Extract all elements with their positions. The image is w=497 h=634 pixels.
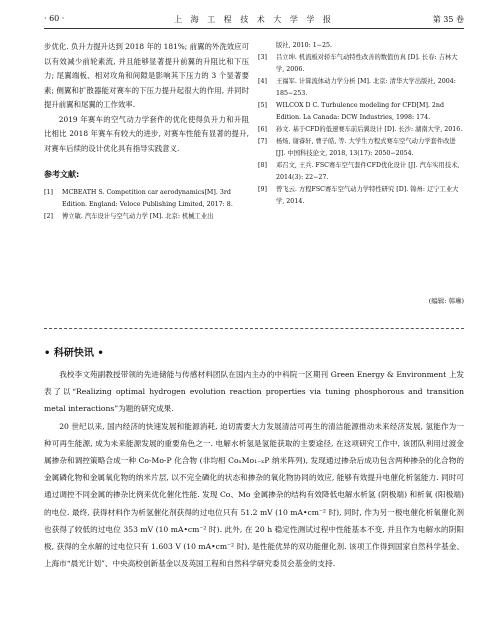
reference-item bbox=[258, 52, 464, 76]
reference-number: [3] bbox=[258, 54, 267, 61]
body-paragraph: 2019 年赛车的空气动力学套件的优化使得负升力和升阻比相比 2018 年赛车有较大的进步, 对赛车性能有显著的提升, 对赛车后续的设计优化具有指导实践意义. bbox=[44, 114, 249, 153]
reference-number: [5] bbox=[258, 102, 267, 109]
reference-text: 吕立坤. 机流板对轿车气动特性改善的数值仿真 [D]. 长春: 吉林大学, 2006. bbox=[276, 54, 458, 73]
page-number: · 60 · bbox=[44, 14, 65, 23]
reference-text: 傅立敏. 汽车设计与空气动力学 [M]. 北京: 机械工业出 bbox=[62, 212, 214, 220]
reference-item bbox=[44, 187, 249, 211]
news-paragraph: 20 世纪以来, 国内经济的快速发展和能源消耗, 迫切需要大力发展清洁可再生的清洁能源推动未来经济发展, 氢能作为一种可再生能源, 成为未来能源发展的重要角色之一. 电解水析氢是氢能获取的主要途径, 在这项研究工作中, 该团队利用过渡金属掺杂和调控策略合成一种 Co-Mo-P 化合物 (非均相 CoₓMo₁₋ₓP 纳米阵列), 发现通过掺杂后成功包含两种掺杂的化合物的金属磷化物和金属氧化物的纳米片层, 以不完全磷化的状态和掺杂的氧化物协同的效应, 能够有效提升电催化析氢能力. 同时可通过调控不同金属的掺杂比例来优化催化性能. 发现 Co、Mo 金属掺杂的结构有效降低电解水析氢 (阴极端) 和析氧 (阳极端) 的电位. 最终, 获得材料作为析氢催化剂获得的过电位只有 51.2 mV (10 mA•cm⁻² 时), 同时, 作为另一极电催化析氧催化剂也获得了较低的过电位 353 mV (10 mA•cm⁻² 时). 此外, 在 20 h 稳定性测试过程中性能基本不变, 并且作为电解水的阴阳极, 获得的全水解的过电位只有 1.603 V (10 mA•cm⁻² 时), 是性能优异的双功能催化剂. 该项工作得到国家自然科学基金、上海市“晨光计划”、中央高校创新基金以及英国工程和自然科学研究委员会基金的支持. bbox=[44, 421, 464, 569]
reference-number: [1] bbox=[44, 188, 53, 196]
reference-item bbox=[258, 76, 464, 100]
reference-text: WILCOX D C. Turbulence modeling for CFD[M]. 2nd Edition. La Canada: DCW Industries, 1998: 174. bbox=[276, 102, 445, 121]
news-section-title: • 科研快讯 • bbox=[44, 348, 104, 359]
reference-number: [9] bbox=[258, 186, 267, 193]
reference-item bbox=[258, 184, 464, 208]
volume-label: 第 35 卷 bbox=[432, 15, 464, 24]
header-rule bbox=[44, 28, 464, 29]
reference-item bbox=[258, 136, 464, 160]
body-paragraph: 步优化. 负升力提升达到 2018 年的 181%; 前翼的外洗效应可以有效减少前轮素流, 并且能够显著提升前翼的升阻比和下压力; 尾翼端板、相对攻角和间隙是影响其下压力的 3 个显著要素; 侧翼和扩散器能对赛车的下压力提升起很大的作用, 并同时提升前翼和尾翼的工作效率. bbox=[44, 42, 249, 109]
reference-number: [4] bbox=[258, 78, 267, 85]
reference-text: 杨炀, 谢睿轩, 曹子皓, 等. 大学生方程式赛车空气动力学套件改进 [J]. 中国科技论文, 2018, 13(17): 2050−2054. bbox=[276, 138, 456, 157]
reference-text: 版社, 2010: 1−25. bbox=[276, 42, 333, 49]
journal-name: 上 海 工 程 技 术 大 学 学 报 bbox=[174, 15, 334, 24]
reference-number: [7] bbox=[258, 138, 267, 145]
news-body bbox=[44, 366, 464, 572]
reference-text: 曾飞云. 方程FSC赛车空气动力学特性研究 [D]. 锦州: 辽宁工业大学, 2014. bbox=[276, 186, 459, 205]
page-header bbox=[44, 12, 464, 28]
references-title: 参考文献: bbox=[44, 170, 80, 179]
right-column bbox=[258, 40, 464, 208]
news-paragraph: 我校李文苑副教授带领的先进储能与传感材料团队在国内主办的中科院一区期刊 Green Energy & Environment 上发表了以“Realizing optimal hydrogen evolution reaction properties via tuning phosphorous and transition metal interactions”为题的研究成果. bbox=[44, 370, 464, 414]
reference-continuation bbox=[258, 40, 464, 52]
reference-number: [2] bbox=[44, 212, 53, 220]
reference-item bbox=[258, 124, 464, 136]
reference-text: 孙文. 基于CFD的低速赛车前后翼设计 [D]. 长沙: 湖南大学, 2016. bbox=[276, 126, 463, 133]
reference-number: [6] bbox=[258, 126, 267, 133]
reference-text: MCBEATH S. Competition car aerodynamics[M]. 3rd Edition. England: Veloce Publishing Limited, 2017: 8. bbox=[62, 188, 233, 208]
reference-text: 邓召文, 王兵. FSC赛车空气套件CFD优化设计 [J]. 汽车实用技术, 2014(3): 22−27. bbox=[276, 162, 460, 181]
reference-number: [8] bbox=[258, 162, 267, 169]
left-column bbox=[44, 40, 249, 223]
reference-item bbox=[258, 160, 464, 184]
reference-item bbox=[44, 211, 249, 223]
reference-item bbox=[258, 100, 464, 124]
section-divider bbox=[44, 328, 464, 329]
editor-credit: (编辑: 韩琳) bbox=[428, 297, 464, 305]
reference-text: 王福军. 计算流体动力学分析 [M]. 北京: 清华大学出版社, 2004: 185−253. bbox=[276, 78, 456, 97]
